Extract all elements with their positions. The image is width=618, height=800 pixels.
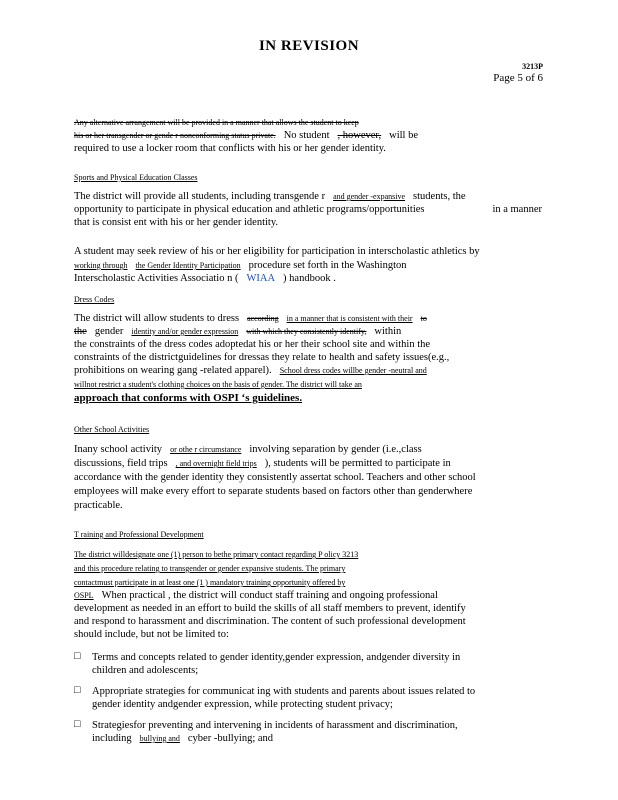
bullet-icon: □	[74, 719, 81, 730]
list-item: Terms and concepts related to gender identity,gender expression, andgender diversity in	[92, 652, 461, 663]
text-line: approach that conforms with OSPI ‘s guidelines.	[74, 392, 303, 404]
text-line: prohibitions on wearing gang -related apparel). School dress codes willbe gender -neutral and	[74, 365, 427, 376]
text-line: The district willdesignate one (1) person to bethe primary contact regarding P olicy 3213	[74, 550, 359, 559]
text-line: The district will allow students to dress according in a manner that is consistent with their to	[74, 313, 427, 324]
text-line: discussions, field trips , and overnight field trips ), students will be permitted to participate in	[74, 458, 451, 469]
text-line: required to use a locker room that conflicts with his or her gender identity.	[74, 143, 386, 154]
text-line: should include, but not be limited to:	[74, 629, 229, 640]
bullet-icon: □	[74, 685, 81, 696]
text-line: the gender identity and/or gender expression with which they consistently identify, within	[74, 326, 402, 337]
wiaa-link[interactable]: WIAA	[246, 273, 276, 284]
text-line: A student may seek review of his or her eligibility for participation in interscholastic athletics by	[74, 246, 480, 257]
text-line: OSPL When practical , the district will conduct staff training and ongoing professional	[74, 590, 438, 601]
text-line: Interscholastic Activities Associatio n ( WIAA ) handbook .	[74, 273, 336, 284]
list-item: including bullying and cyber -bullying; and	[92, 733, 274, 744]
text-line: employees will make every effort to separate students based on factors other than genderwhere	[74, 486, 473, 497]
text-line: and respond to harassment and discrimination. The content of such professional development	[74, 616, 466, 627]
text-line: constraints of the districtguidelines for dressas they relate to health and safety issues(e.g.,	[74, 352, 450, 363]
list-item: Strategiesfor preventing and intervening in incidents of harassment and discrimination,	[92, 720, 458, 731]
list-item: gender identity andgender expression, while protecting student privacy;	[92, 699, 393, 710]
text-line: willnot restrict a student's clothing choices on the basis of gender. The district will take an	[74, 380, 362, 389]
text-line: accordance with the gender identity they consistently assertat school. Teachers and other school	[74, 472, 476, 483]
policy-code: 3213P	[522, 62, 543, 71]
text-line: and this procedure relating to transgender or gender expansive students. The primary	[74, 564, 346, 573]
text-line: Inany school activity or othe r circumstance involving separation by gender (i.e.,class	[74, 444, 422, 455]
text-line: working through the Gender Identity Participation procedure set forth in the Washington	[74, 260, 407, 271]
text-line: The district will provide all students, including transgende r and gender -expansive students, the	[74, 191, 466, 202]
text-line: contactmust participate in at least one (1 ) mandatory training opportunity offered by	[74, 578, 346, 587]
bullet-icon: □	[74, 651, 81, 662]
list-item: Appropriate strategies for communicat ing with students and parents about issues related to	[92, 686, 476, 697]
section-heading-training: T raining and Professional Development	[74, 530, 204, 539]
section-heading-sports: Sports and Physical Education Classes	[74, 173, 198, 182]
text-line: that is consist ent with his or her gender identity.	[74, 217, 279, 228]
list-item: children and adolescents;	[92, 665, 199, 676]
section-heading-other: Other School Activities	[74, 425, 150, 434]
section-heading-dress: Dress Codes	[74, 295, 115, 304]
struck-line: Any alternative arrangement will be provided in a manner that allows the student to keep	[74, 118, 359, 127]
text-line: opportunity to participate in physical education and athletic programs/opportunities in a manner	[74, 204, 542, 215]
text-line: development as needed in an effort to build the skills of all staff members to prevent, identify	[74, 603, 466, 614]
page-number: Page 5 of 6	[493, 72, 543, 84]
page-title: IN REVISION	[258, 38, 360, 54]
text-line: practicable.	[74, 500, 123, 511]
text-line: the constraints of the dress codes adoptedat his or her their school site and within the	[74, 339, 431, 350]
text-line: his or her transgender or gende r nonconforming status private. No student , however, will be	[74, 130, 418, 141]
